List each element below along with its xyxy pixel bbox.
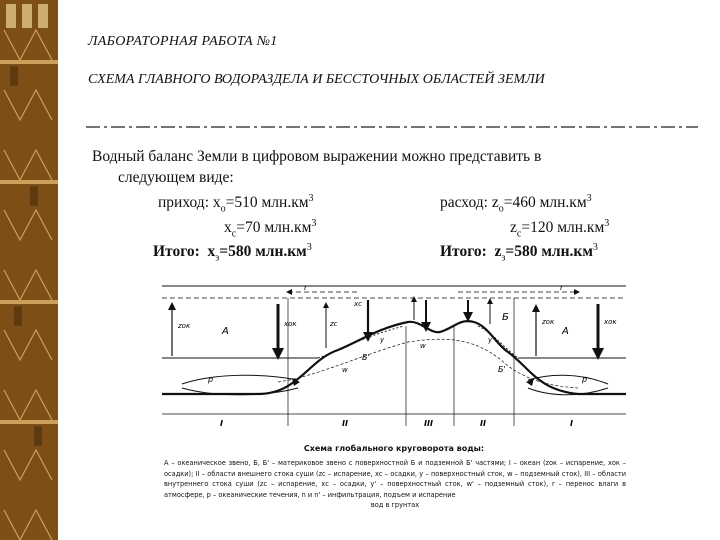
intro-paragraph [92,146,692,188]
label-xok-right: xок [604,318,617,326]
zone-II-left: II [342,419,348,428]
label-zok-right: zок [542,318,555,326]
label-xc-left: xс [354,300,362,308]
lab-subtitle: СХЕМА ГЛАВНОГО ВОДОРАЗДЕЛА И БЕССТОЧНЫХ ОБЛАСТЕЙ ЗЕМЛИ [88,72,545,87]
expense-row: расход: $z_о=460$ $млн.км^3$ [440,193,592,215]
figure-legend [164,458,626,511]
label-A-left: А [222,326,229,337]
zone-II-right: II [480,419,486,428]
lab-title: ЛАБОРАТОРНАЯ РАБОТА №1 [88,34,278,49]
dash-dot-divider [86,124,698,130]
label-p-right: p [582,375,588,384]
label-w-left: w [342,366,348,374]
label-y-left: y [380,336,385,344]
decorative-film-strip [0,0,58,540]
income-total-row: Итого: $x_з=580$ $млн.км^3$ [153,242,312,264]
water-cycle-diagram [158,276,630,444]
expense-total-row: Итого: $z_з=580$ $млн.км^3$ [440,242,598,264]
label-w-mid: w [420,342,426,350]
zc-row: $z_с=120$ $млн.км^3$ [510,218,610,240]
label-A-right: А [562,326,569,337]
figure-legend-text: А – океаническое звено, Б, Б' – материковое звено с поверхностной Б и подземной Б' частями; I – океан (zок – испарение, xок – осадки); II – области внешнего стока суши (zс – испарение, xс – осадки, y – поверхностный сток, w – подземный сток), III – области внутреннего стока суши (zс – испарение, xс – осадки, y' – поверхностный сток, w' – подземный сток), r – перенос влаги в атмосфере, p – океанические течения, n и n' – инфильтрация, подъем и испарение [164,459,626,499]
intro-line-2: следующем виде: [118,169,234,186]
label-p-left: p [208,375,214,384]
xc-row: $x_с=70$ $млн.км^3$ [224,218,317,240]
zone-I-left: I [220,419,223,428]
zone-III: III [424,419,433,428]
label-r-left: r [304,283,308,292]
zone-I-right: I [570,419,573,428]
figure-legend-last: вод в грунтах [370,501,420,509]
figure-caption: Схема глобального круговорота воды: [303,444,485,453]
label-xok-left: xок [284,320,297,328]
label-zok-left: zок [178,322,191,330]
label-B: Б [502,312,509,323]
label-y-right: y [488,336,493,344]
label-B-prime-right: Б' [498,365,506,374]
income-row: приход: $x_о=510$ $млн.км^3$ [158,193,314,215]
water-cycle-figure [158,276,630,538]
label-zc-left: zс [330,320,338,328]
label-B-prime-left: Б' [362,353,370,362]
intro-line-1: Водный баланс Земли в цифровом выражении можно представить в [92,148,542,165]
label-r-right: r [560,283,564,292]
